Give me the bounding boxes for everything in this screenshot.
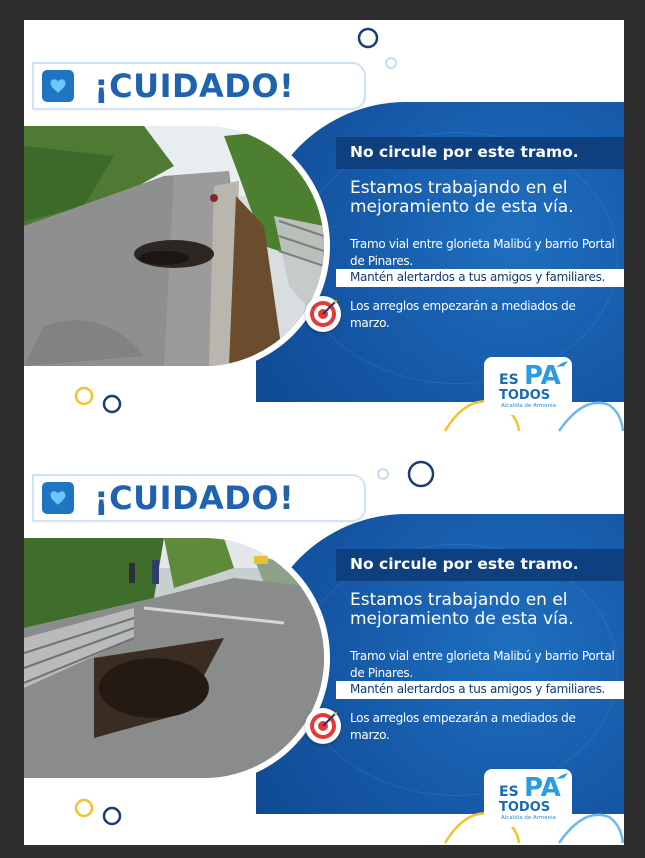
decor-circles-bottom	[72, 794, 132, 829]
target-icon	[305, 296, 341, 332]
damaged-road-photo	[24, 538, 324, 778]
heart-badge	[42, 70, 74, 102]
notice-text: Los arreglos empezarán a mediados de marzo.	[350, 299, 576, 330]
location-text: Tramo vial entre glorieta Malibú y barrio Portal de Pinares.	[350, 237, 615, 268]
espatodos-logo: ES PA TODOS Alcaldía de Armenia	[484, 769, 572, 827]
header-banner	[32, 474, 366, 522]
header-banner	[32, 62, 366, 110]
flyer-sheet	[24, 20, 624, 845]
heart-icon	[49, 489, 67, 507]
target-icon	[305, 708, 341, 744]
warning-card-2	[24, 432, 624, 844]
bird-icon	[556, 361, 568, 369]
decor-circles-top	[354, 26, 414, 71]
damaged-road-photo	[24, 126, 324, 366]
notice-text: Los arreglos empezarán a mediados de marzo.	[350, 711, 576, 742]
espatodos-logo: ES PA TODOS Alcaldía de Armenia	[484, 357, 572, 415]
bird-icon	[556, 773, 568, 781]
decor-circles-bottom	[72, 382, 132, 417]
warning-strip-text: No circule por este tramo.	[350, 143, 579, 161]
heart-badge	[42, 482, 74, 514]
warning-card-1	[24, 20, 624, 432]
highlight-text: Mantén alertardos a tus amigos y familiares.	[350, 682, 606, 696]
headline: Estamos trabajando en el mejoramiento de esta vía.	[350, 590, 574, 629]
highlight-strip	[336, 269, 624, 287]
highlight-strip	[336, 681, 624, 699]
page-title: ¡CUIDADO!	[94, 479, 295, 517]
heart-icon	[49, 77, 67, 95]
warning-strip	[336, 137, 624, 169]
warning-strip-text: No circule por este tramo.	[350, 555, 579, 573]
headline: Estamos trabajando en el mejoramiento de esta vía.	[350, 178, 574, 217]
location-text: Tramo vial entre glorieta Malibú y barrio Portal de Pinares.	[350, 649, 615, 680]
decor-circles-top	[374, 460, 444, 500]
page-title: ¡CUIDADO!	[94, 67, 295, 105]
warning-strip	[336, 549, 624, 581]
highlight-text: Mantén alertardos a tus amigos y familiares.	[350, 270, 606, 284]
